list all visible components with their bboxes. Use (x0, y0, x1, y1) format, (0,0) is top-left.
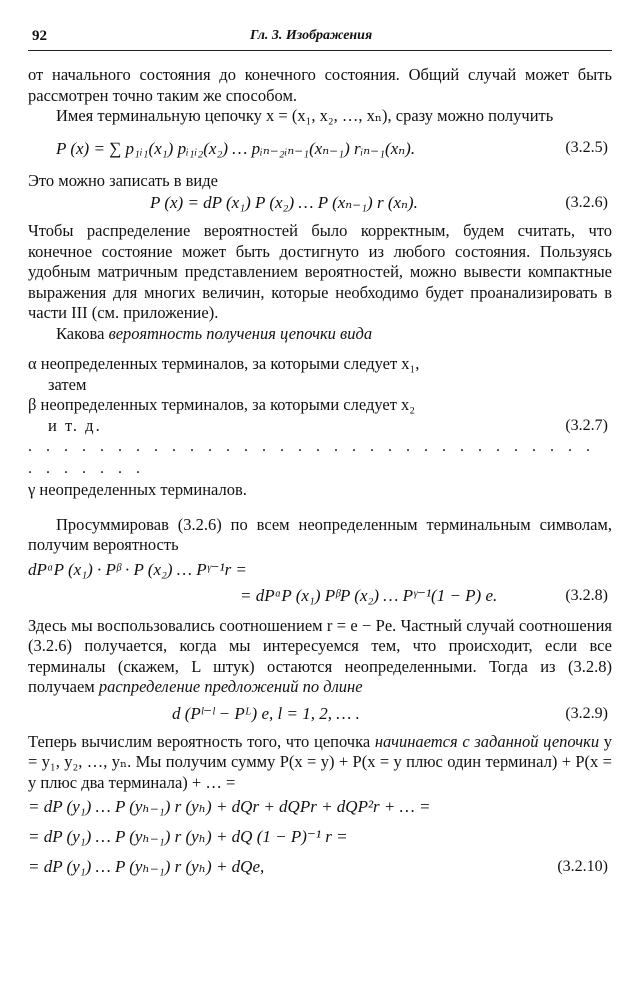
equation-number: (3.2.6) (565, 194, 608, 211)
equation-3-2-8-formula-b: = dPᵅP (x₁) PᵝP (x₂) … Pᵞ⁻¹(1 − P) e. (240, 585, 498, 605)
equation-3-2-10-line-3 (28, 853, 612, 883)
equation-3-2-5-formula: P (x) = ∑ p₁ᵢ₁(x₁) pᵢ₁ᵢ₂(x₂) … pᵢₙ₋₂ᵢₙ₋₁(xₙ₋₁) rᵢₙ₋₁(xₙ). (56, 138, 416, 158)
equation-3-2-6-formula: P (x) = dP (x₁) P (x₂) … P (xₙ₋₁) r (xₙ). (150, 193, 418, 212)
paragraph-2: Имея терминальную цепочку x = (x₁, x₂, …, xₙ), сразу можно получить (56, 106, 554, 125)
paragraph-5 (28, 324, 612, 345)
equation-3-2-10-line-1 (28, 793, 612, 823)
paragraph-8-text-c: y = y₁, y₂, …, yₙ. Мы получим сумму P(x = y) + P(x = y плюс один терминал) + P(x = y плюс два терминала) + … = (28, 731, 613, 792)
equation-3-2-10-line-2 (28, 823, 612, 853)
equation-3-2-10-formula-c: = dP (y₁) … P (yₕ₋₁) r (yₕ) + dQe, (28, 857, 265, 876)
paragraph-7 (28, 616, 612, 698)
list-item-text: и т. д. (48, 415, 102, 435)
paragraph-4: Чтобы распределение вероятностей было корректным, будем считать, что конечное состояние может быть достигнуто из любого состояния. Пользуясь удобным матричным представлением вероятностей, можно вывести компактные выражения для многих величин, которые необходимо будет проанализировать в части III (см. приложение). (28, 221, 612, 322)
paragraph-8-italic: начинается с заданной цепочки (374, 731, 600, 751)
equation-number: (3.2.9) (565, 704, 608, 722)
page-header (28, 22, 612, 51)
paragraph-5-text: Какова (56, 323, 109, 343)
equation-3-2-9 (28, 698, 612, 732)
definition-list (28, 354, 612, 501)
page-number: 92 (32, 28, 47, 44)
list-item (28, 416, 612, 437)
dot-leader: . . . . . . . . . . . . . . . . . . . . . . . . . . . . . . . . . . . . . . . (28, 438, 595, 477)
paragraph-6: Просуммировав (3.2.6) по всем неопределенным терминальным символам, получим вероятность (28, 514, 612, 554)
paragraph-8 (28, 732, 612, 794)
paragraph-5-italic: вероятность получения цепочки вида (108, 323, 373, 343)
paragraph-7-italic: распределение предложений по длине (98, 677, 363, 696)
equation-3-2-8-line-2 (28, 584, 612, 616)
equation-3-2-8-formula-a: dPᵅP (x₁) · Pᵝ · P (x₂) … Pᵞ⁻¹r = (28, 559, 247, 579)
book-page (28, 22, 612, 883)
equation-number: (3.2.5) (565, 138, 608, 156)
paragraph-7-text: Здесь мы воспользовались соотношением r = e − Pe. Частный случай соотношения (3.2.6) получается, когда мы интересуемся тем, что происходит, если все терминалы (скажем, L штук) остаются неопределенными. Тогда из (3.2.8) получаем (28, 615, 612, 696)
paragraph-1: от начального состояния до конечного состояния. Общий случай может быть рассмотрен точно таким же способом. (28, 65, 612, 105)
list-item: α неопределенных терминалов, за которыми следует x₁, (28, 354, 420, 373)
equation-number: (3.2.7) (565, 416, 608, 434)
equation-3-2-8-line-1 (28, 556, 612, 584)
equation-3-2-5 (28, 127, 612, 171)
equation-3-2-10-formula-b: = dP (y₁) … P (yₕ₋₁) r (yₕ) + dQ (1 − P)⁻¹ r = (28, 827, 348, 846)
list-item: затем (48, 374, 87, 394)
running-title: Гл. 3. Изображения (250, 28, 373, 43)
equation-number: (3.2.8) (565, 586, 608, 604)
paragraph-8-text-a: Теперь вычислим вероятность того, что цепочка (28, 731, 375, 751)
list-item: β неопределенных терминалов, за которыми следует x₂ (28, 395, 416, 414)
list-item: γ неопределенных терминалов. (28, 480, 247, 499)
equation-3-2-6 (28, 191, 612, 221)
equation-number: (3.2.10) (557, 858, 608, 875)
paragraph-3: Это можно записать в виде (28, 170, 218, 190)
equation-3-2-9-formula: d (Pˡ⁻ˡ − Pᴸ) e, l = 1, 2, … . (172, 703, 360, 723)
equation-3-2-10-formula-a: = dP (y₁) … P (yₕ₋₁) r (yₕ) + dQr + dQPr + dQP²r + … = (28, 797, 431, 816)
